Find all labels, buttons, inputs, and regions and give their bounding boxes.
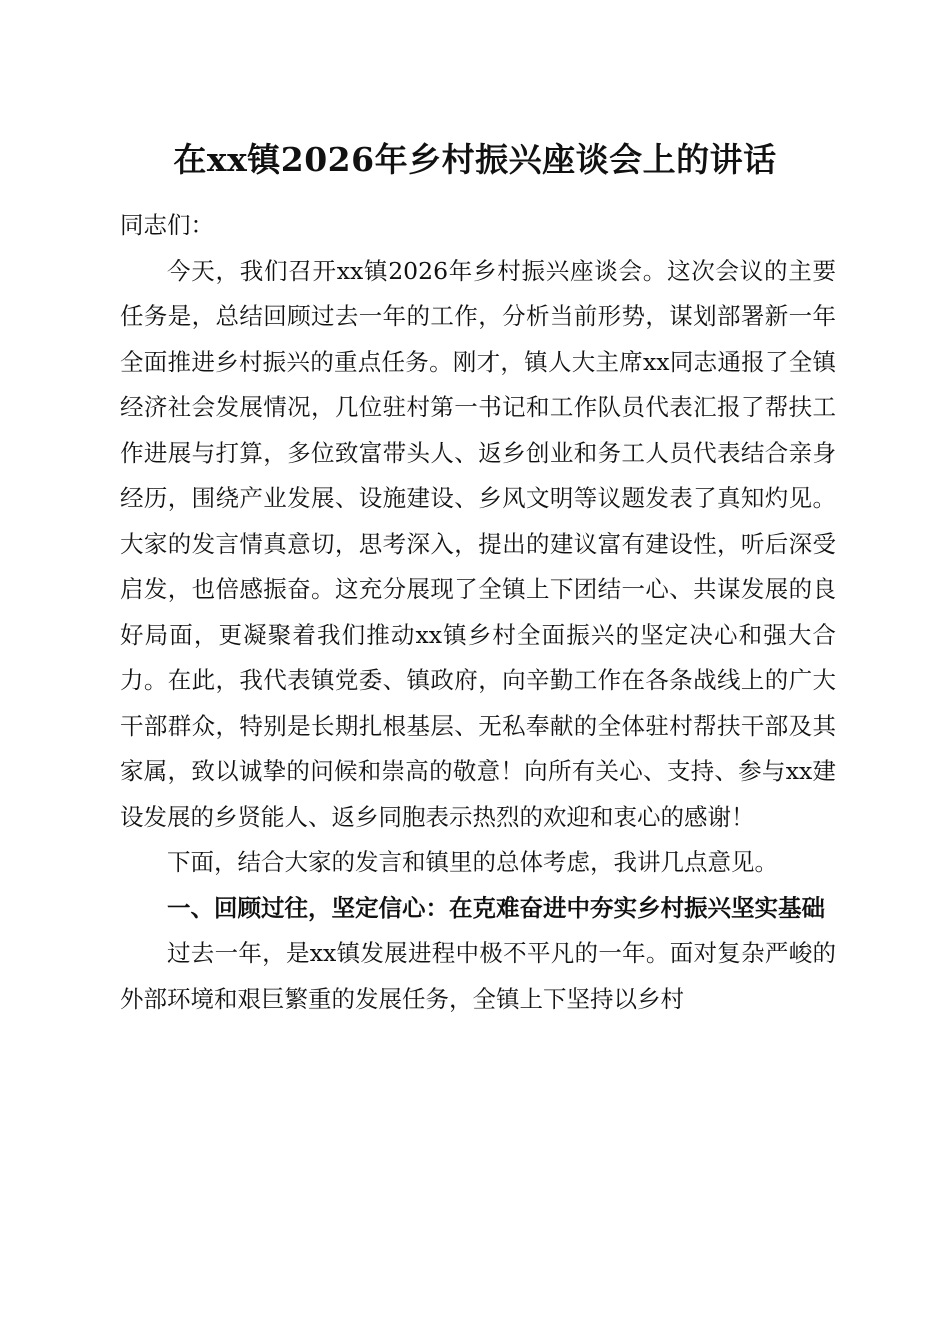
document-title: 在xx镇2026年乡村振兴座谈会上的讲话 <box>173 140 777 179</box>
section-1-paragraph: 过去一年，是xx镇发展进程中极不平凡的一年。面对复杂严峻的外部环境和艰巨繁重的发展任务，全镇上下坚持以乡村 <box>120 939 836 1013</box>
document-body <box>120 203 836 1022</box>
transition-paragraph: 下面，结合大家的发言和镇里的总体考虑，我讲几点意见。 <box>167 848 778 876</box>
section-heading-1: 一、回顾过往，坚定信心：在克难奋进中夯实乡村振兴坚实基础 <box>167 893 825 922</box>
opening-paragraph: 今天，我们召开xx镇2026年乡村振兴座谈会。这次会议的主要任务是，总结回顾过去一年的工作，分析当前形势，谋划部署新一年全面推进乡村振兴的重点任务。刚才，镇人大主席xx同志通报了全镇经济社会发展情况，几位驻村第一书记和工作队员代表汇报了帮扶工作进展与打算，多位致富带头人、返乡创业和务工人员代表结合亲身经历，围绕产业发展、设施建设、乡风文明等议题发表了真知灼见。大家的发言情真意切，思考深入，提出的建议富有建设性，听后深受启发，也倍感振奋。这充分展现了全镇上下团结一心、共谋发展的良好局面，更凝聚着我们推动xx镇乡村全面振兴的坚定决心和强大合力。在此，我代表镇党委、镇政府，向辛勤工作在各条战线上的广大干部群众，特别是长期扎根基层、无私奉献的全体驻村帮扶干部及其家属，致以诚挚的问候和崇高的敬意！向所有关心、支持、参与xx建设发展的乡贤能人、返乡同胞表示热烈的欢迎和衷心的感谢！ <box>120 256 836 831</box>
salutation: 同志们： <box>120 211 214 239</box>
